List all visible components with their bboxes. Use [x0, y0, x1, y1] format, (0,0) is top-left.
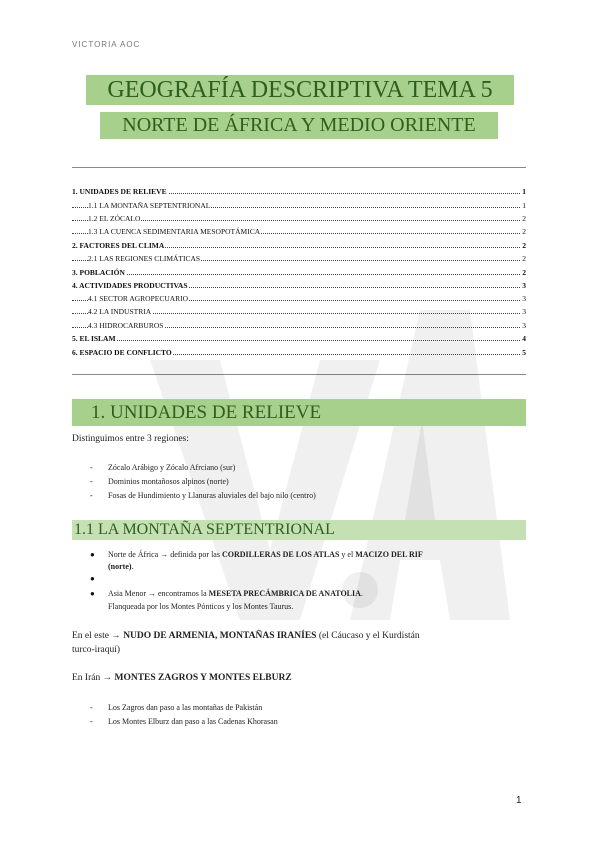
list-item: Los Montes Elburz dan paso a las Cadenas Khorasan	[108, 717, 278, 726]
toc-entry-page: 3	[522, 321, 526, 330]
toc-entry[interactable]	[72, 252, 526, 265]
toc-leader-dots	[72, 274, 520, 275]
section-1-intro: Distinguimos entre 3 regiones:	[72, 434, 189, 444]
toc-entry[interactable]	[72, 292, 526, 305]
paragraph-east-continuation: turco-iraquí)	[72, 645, 121, 655]
toc-entry-label: 4. ACTIVIDADES PRODUCTIVAS	[72, 281, 188, 290]
toc-entry-label: 4.1 SECTOR AGROPECUARIO	[88, 294, 189, 303]
toc-entry-page: 2	[522, 254, 526, 263]
toc-entry[interactable]	[72, 239, 526, 252]
toc-entry[interactable]	[72, 199, 526, 212]
page-number: 1	[516, 795, 522, 806]
section-1-heading: 1. UNIDADES DE RELIEVE	[91, 402, 322, 423]
list-item: Los Zagros dan paso a las montañas de Pakistán	[108, 703, 263, 712]
toc-entry-label: 3. POBLACIÓN	[72, 268, 125, 277]
toc-entry[interactable]	[72, 185, 526, 198]
toc-entry-page: 4	[522, 334, 526, 343]
toc-entry[interactable]	[72, 305, 526, 318]
toc-entry-page: 3	[522, 281, 526, 290]
bullet-marker: ●	[90, 574, 95, 583]
list-item: Dominios montañosos alpinos (norte)	[108, 477, 229, 486]
dash-marker: -	[90, 717, 93, 726]
toc-entry-label: 4.2 LA INDUSTRIA	[88, 307, 152, 316]
toc-entry[interactable]	[72, 332, 526, 345]
toc-entry[interactable]	[72, 266, 526, 279]
toc-entry-page: 2	[522, 241, 526, 250]
bullet-text: Norte de África → definida por las CORDILLERAS DE LOS ATLAS y el MACIZO DEL RIF	[108, 550, 423, 559]
dash-marker: -	[90, 463, 93, 472]
toc-entry-page: 1	[522, 187, 526, 196]
toc-entry-page: 3	[522, 307, 526, 316]
toc-entry[interactable]	[72, 346, 526, 359]
toc-entry-label: 1.2 EL ZÓCALO	[88, 214, 141, 223]
dash-marker: -	[90, 477, 93, 486]
section-1-1-heading: 1.1 LA MONTAÑA SEPTENTRIONAL	[74, 521, 335, 538]
toc-entry-page: 1	[522, 201, 526, 210]
toc-entry-label: 2. FACTORES DEL CLIMA	[72, 241, 165, 250]
paragraph-iran: En Irán → MONTES ZAGROS Y MONTES ELBURZ	[72, 673, 292, 683]
toc-entry-page: 3	[522, 294, 526, 303]
dash-marker: -	[90, 491, 93, 500]
dash-marker: -	[90, 703, 93, 712]
toc-entry-label: 1.3 LA CUENCA SEDIMENTARIA MESOPOTÁMICA	[88, 227, 261, 236]
toc-entry-label: 1. UNIDADES DE RELIEVE	[72, 187, 167, 196]
toc-entry[interactable]	[72, 319, 526, 332]
toc-entry-label: 1.1 LA MONTAÑA SEPTENTRIONAL	[88, 201, 211, 210]
toc-entry[interactable]	[72, 279, 526, 292]
toc-entry-page: 5	[522, 348, 526, 357]
toc-entry-page: 2	[522, 227, 526, 236]
bullet-text-continuation: (norte).	[108, 562, 134, 571]
bullet-text-continuation: Flanqueada por los Montes Pónticos y los Montes Taurus.	[108, 602, 294, 611]
toc-entry-label: 4.3 HIDROCARBUROS	[88, 321, 164, 330]
toc-entry[interactable]	[72, 212, 526, 225]
toc-entry-label: 2.1 LAS REGIONES CLIMÁTICAS	[88, 254, 201, 263]
toc-entry-label: 6. ESPACIO DE CONFLICTO	[72, 348, 172, 357]
list-item: Fosas de Hundimiento y Llanuras aluviales del bajo nilo (centro)	[108, 491, 316, 500]
toc-entry[interactable]	[72, 225, 526, 238]
header-note: VICTORIA AOC	[72, 40, 141, 49]
paragraph-east: En el este → NUDO DE ARMENIA, MONTAÑAS IRANÍES (el Cáucaso y el Kurdistán	[72, 631, 420, 641]
toc-bottom-rule	[72, 374, 526, 375]
toc-leader-dots	[72, 340, 520, 341]
toc-top-rule	[72, 167, 526, 168]
document-title: GEOGRAFÍA DESCRIPTIVA TEMA 5	[107, 77, 493, 103]
toc-entry-page: 2	[522, 268, 526, 277]
bullet-marker: ●	[90, 550, 95, 559]
toc-entry-label: 5. EL ISLAM	[72, 334, 116, 343]
toc-entry-page: 2	[522, 214, 526, 223]
bullet-text: Asia Menor → encontramos la MESETA PRECÁMBRICA DE ANATOLIA.	[108, 589, 363, 598]
document-subtitle: NORTE DE ÁFRICA Y MEDIO ORIENTE	[122, 114, 476, 136]
list-item: Zócalo Arábigo y Zócalo Afrciano (sur)	[108, 463, 236, 472]
bullet-marker: ●	[90, 589, 95, 598]
